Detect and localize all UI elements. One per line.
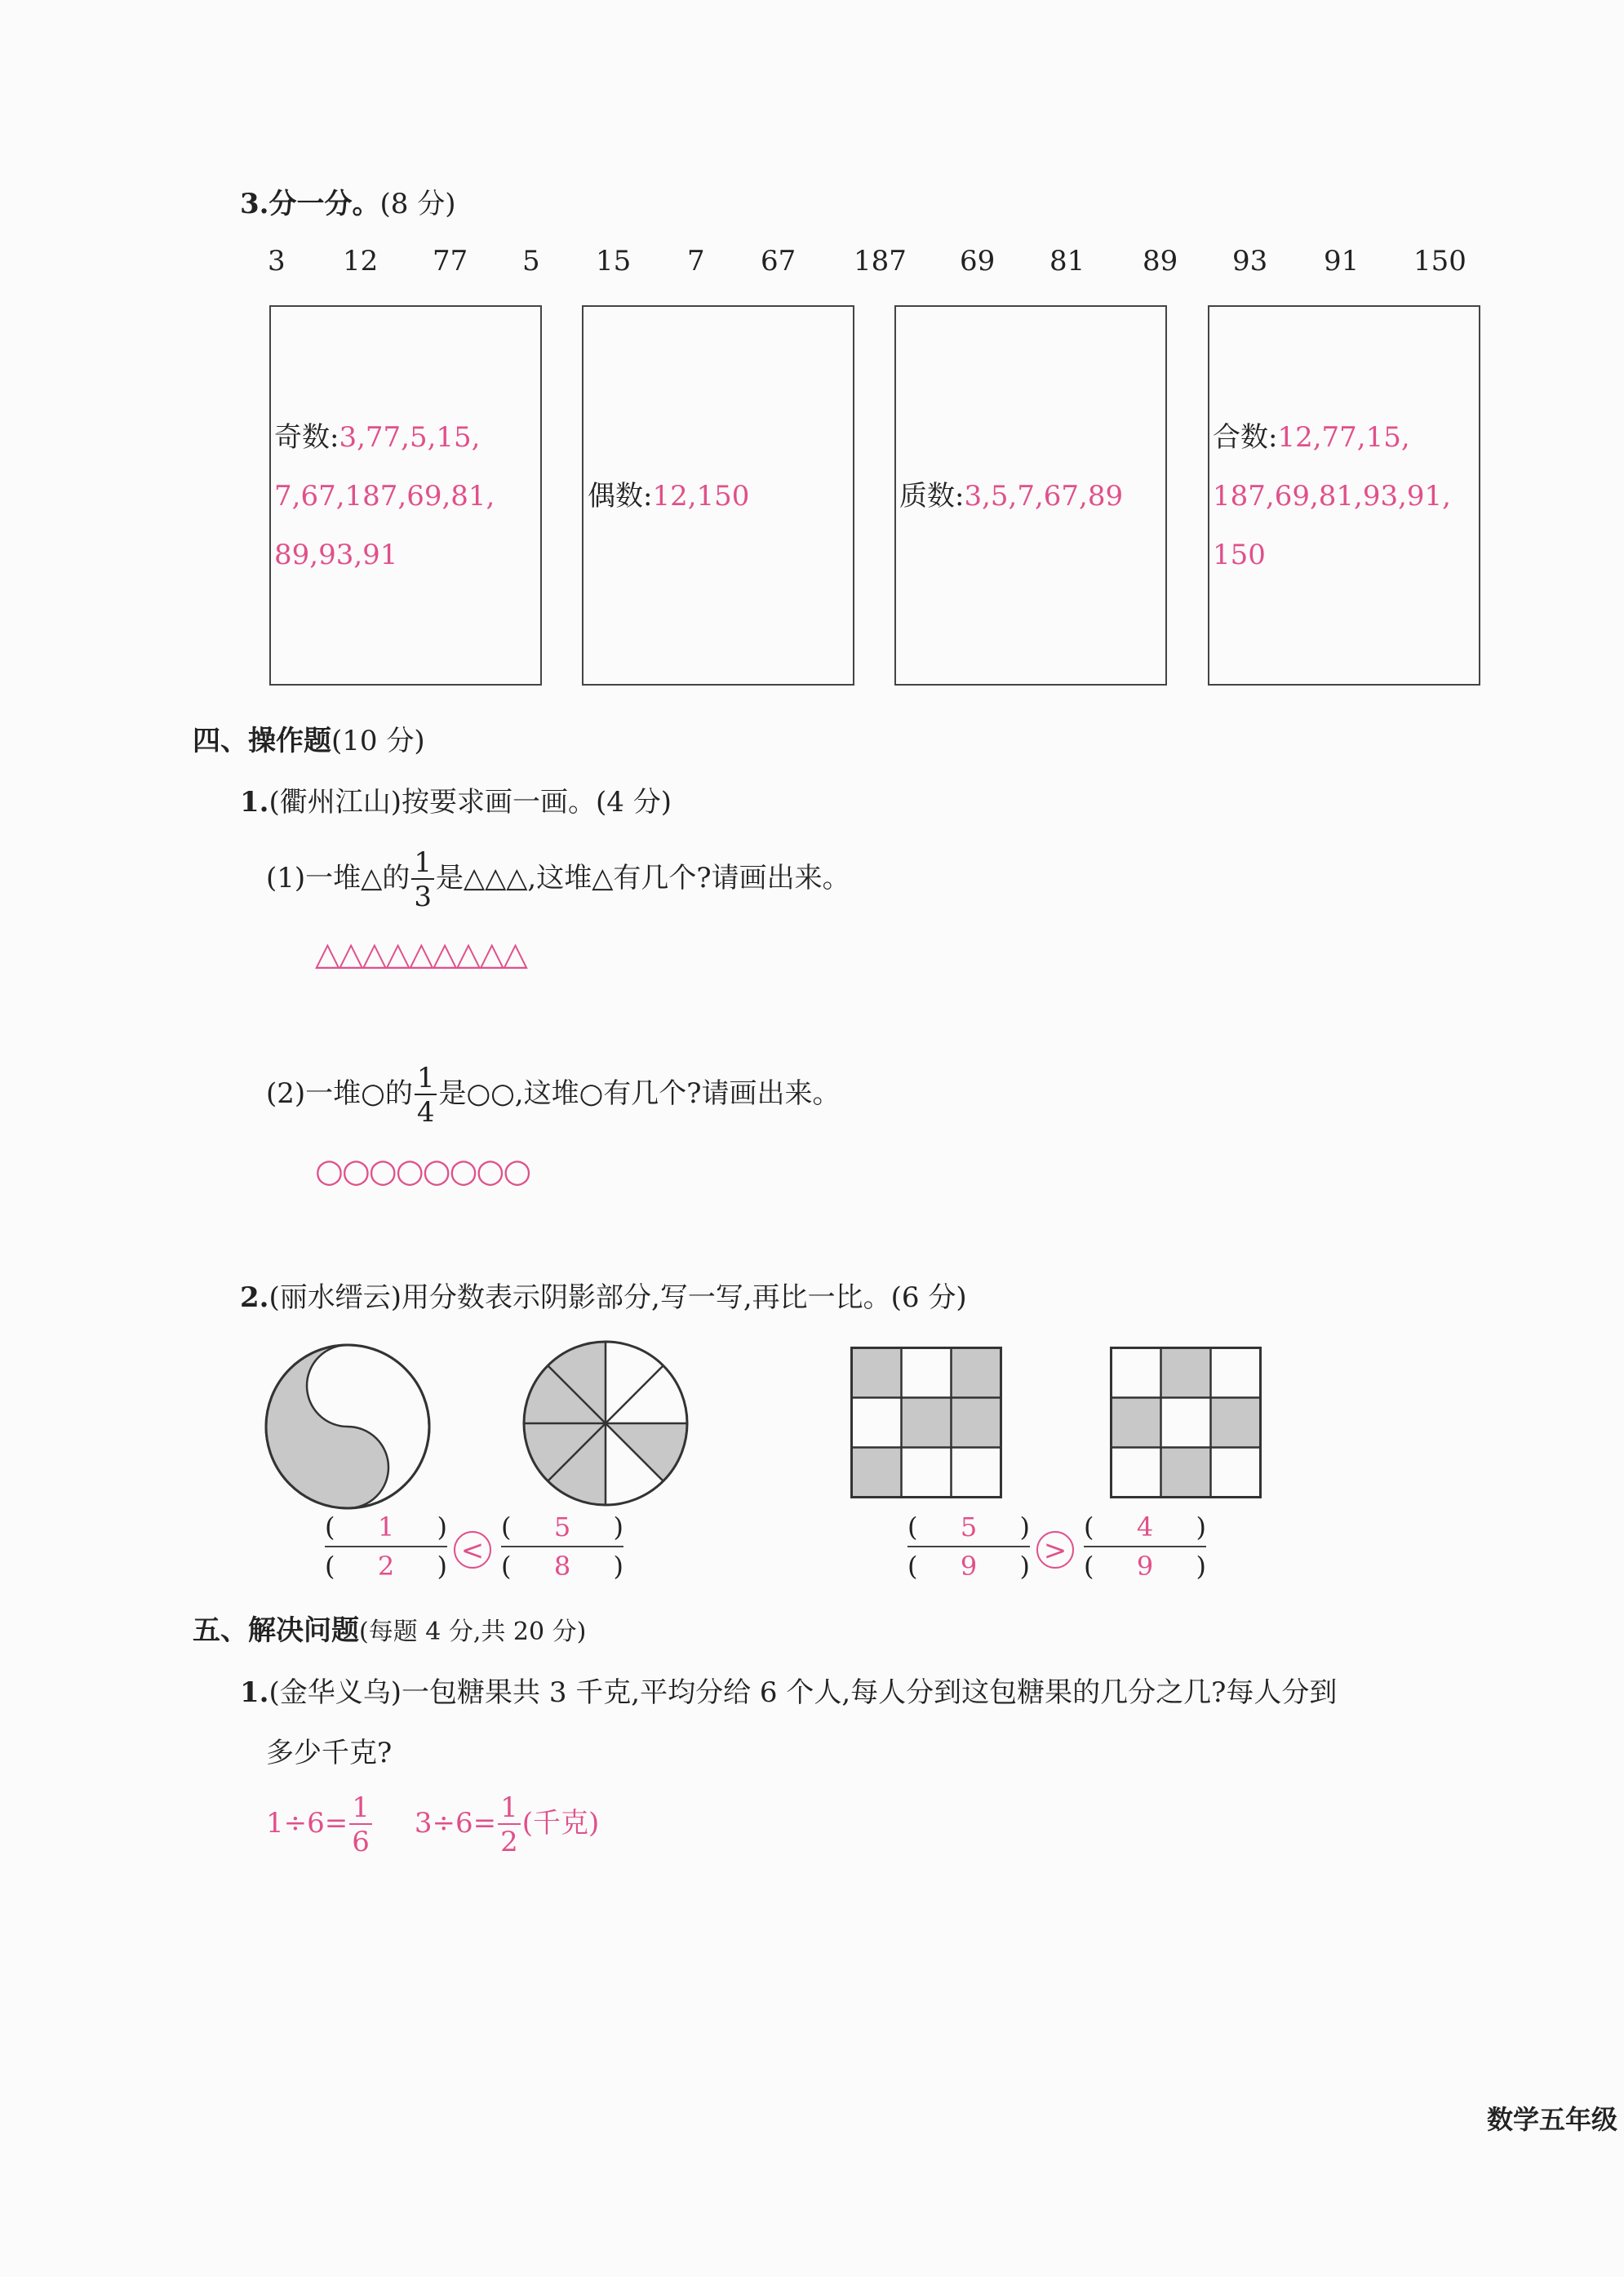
answer-denominator: 9	[960, 1551, 978, 1582]
fraction-numerator: 1	[498, 1794, 521, 1825]
answer-numerator: 1	[377, 1511, 395, 1542]
s4-q1-prompt	[240, 779, 672, 819]
part1-text-a: (1)一堆△的	[266, 862, 410, 894]
answer-numerator: 5	[553, 1511, 571, 1542]
triangle-answer: △△△△△△△△△	[315, 935, 526, 973]
number-item: 77	[433, 245, 468, 277]
answer-denominator: 9	[1136, 1551, 1154, 1582]
s4-q1-part2	[266, 1062, 841, 1129]
answer-expr-a: 1÷6=	[266, 1807, 348, 1840]
answer-fraction-b	[498, 1791, 521, 1858]
circle-answer: ○○○○○○○○	[315, 1152, 530, 1190]
section-4-score: (10 分)	[331, 725, 425, 757]
composite-answer-line: 187,69,81,93,91,	[1213, 480, 1451, 513]
answer-denominator: 2	[377, 1551, 395, 1582]
section-4-title: 四、操作题	[193, 725, 331, 757]
page-footer: 数学五年级	[1487, 2104, 1618, 2135]
fraction-denominator: 6	[352, 1826, 370, 1858]
fraction-numerator: 1	[349, 1794, 372, 1825]
even-box-content	[588, 467, 749, 526]
compare-sign-1: <	[454, 1531, 491, 1569]
s5-q1-text: (金华义乌)一包糖果共 3 千克,平均分给 6 个人,每人分到这包糖果的几分之几?每人分到	[268, 1676, 1338, 1709]
number-item: 93	[1232, 245, 1268, 277]
odd-answer-line: 89,93,91	[274, 539, 398, 571]
fraction-denominator: 2	[500, 1826, 518, 1858]
fraction-numerator: 1	[415, 1064, 437, 1095]
answer-numerator: 4	[1136, 1511, 1154, 1542]
eighths-circle	[521, 1338, 690, 1508]
prime-box-content	[899, 467, 1123, 526]
composite-box-content	[1213, 408, 1451, 584]
s5-q1-answer	[266, 1791, 600, 1858]
fraction-denominator: 3	[414, 881, 432, 913]
s4-q1-text: (衢州江山)按要求画一画。(4 分)	[268, 786, 672, 819]
answer-fraction-a	[349, 1791, 372, 1858]
yin-yang-circle	[263, 1342, 433, 1511]
number-item: 150	[1413, 245, 1466, 277]
number-item: 67	[761, 245, 796, 277]
composite-answer-line: 150	[1213, 539, 1266, 571]
number-item: 81	[1049, 245, 1085, 277]
q3-title-text: 3.分一分。	[240, 188, 380, 220]
section-5-title: 五、解决问题	[193, 1614, 359, 1647]
s5-q1-number: 1.	[240, 1676, 269, 1709]
number-item: 7	[687, 245, 705, 277]
prime-label: 质数:	[899, 480, 965, 513]
even-label: 偶数:	[588, 480, 653, 513]
prime-answer-line: 3,5,7,67,89	[964, 480, 1124, 513]
fraction-one-fourth	[415, 1062, 437, 1129]
fraction-one-third	[411, 846, 434, 913]
s4-q2-prompt	[240, 1275, 967, 1315]
composite-label: 合数:	[1213, 421, 1278, 454]
q3-score: (8 分)	[379, 188, 456, 220]
even-answer-line: 12,150	[652, 480, 750, 513]
composite-answer-line: 12,77,15,	[1277, 421, 1410, 454]
grid-square-right	[1110, 1347, 1262, 1498]
odd-label: 奇数:	[274, 421, 339, 454]
fraction-denominator: 4	[416, 1096, 435, 1129]
answer-fraction-4: ( 4 ) ( 9 )	[1084, 1511, 1206, 1582]
odd-box-content	[274, 408, 495, 584]
s4-q1-number: 1.	[240, 786, 269, 819]
section-5-heading	[193, 1608, 586, 1648]
part1-text-b: 是△△△,这堆△有几个?请画出来。	[435, 862, 850, 894]
odd-answer-line: 3,77,5,15,	[339, 421, 481, 454]
s4-q2-number: 2.	[240, 1281, 269, 1314]
s4-q1-part1	[266, 846, 850, 913]
number-item: 89	[1143, 245, 1178, 277]
compare-sign-2: >	[1036, 1531, 1074, 1569]
fraction-numerator: 1	[411, 849, 434, 880]
answer-expr-b: 3÷6=	[414, 1807, 497, 1840]
odd-answer-line: 7,67,187,69,81,	[274, 480, 495, 513]
grid-square-left	[850, 1347, 1002, 1498]
part2-text-b: 是○○,这堆○有几个?请画出来。	[438, 1077, 841, 1110]
s5-q1-line1	[240, 1670, 1337, 1710]
number-item: 91	[1324, 245, 1360, 277]
s5-q1-line2: 多少千克?	[266, 1737, 393, 1769]
answer-fraction-3: ( 5 ) ( 9 )	[907, 1511, 1030, 1582]
answer-unit: (千克)	[521, 1807, 600, 1840]
answer-numerator: 5	[960, 1511, 978, 1542]
answer-denominator: 8	[553, 1551, 571, 1582]
number-item: 3	[268, 245, 286, 277]
q3-title	[240, 181, 455, 221]
answer-fraction-2: ( 5 ) ( 8 )	[501, 1511, 623, 1582]
section-5-score: (每题 4 分,共 20 分)	[359, 1618, 587, 1646]
s4-q2-text: (丽水缙云)用分数表示阴影部分,写一写,再比一比。(6 分)	[268, 1281, 967, 1314]
number-item: 187	[854, 245, 907, 277]
number-item: 15	[596, 245, 632, 277]
answer-fraction-1: ( 1 ) ( 2 )	[325, 1511, 447, 1582]
number-item: 5	[522, 245, 540, 277]
number-item: 69	[960, 245, 996, 277]
part2-text-a: (2)一堆○的	[266, 1077, 413, 1110]
section-4-heading	[193, 718, 425, 758]
number-item: 12	[343, 245, 379, 277]
